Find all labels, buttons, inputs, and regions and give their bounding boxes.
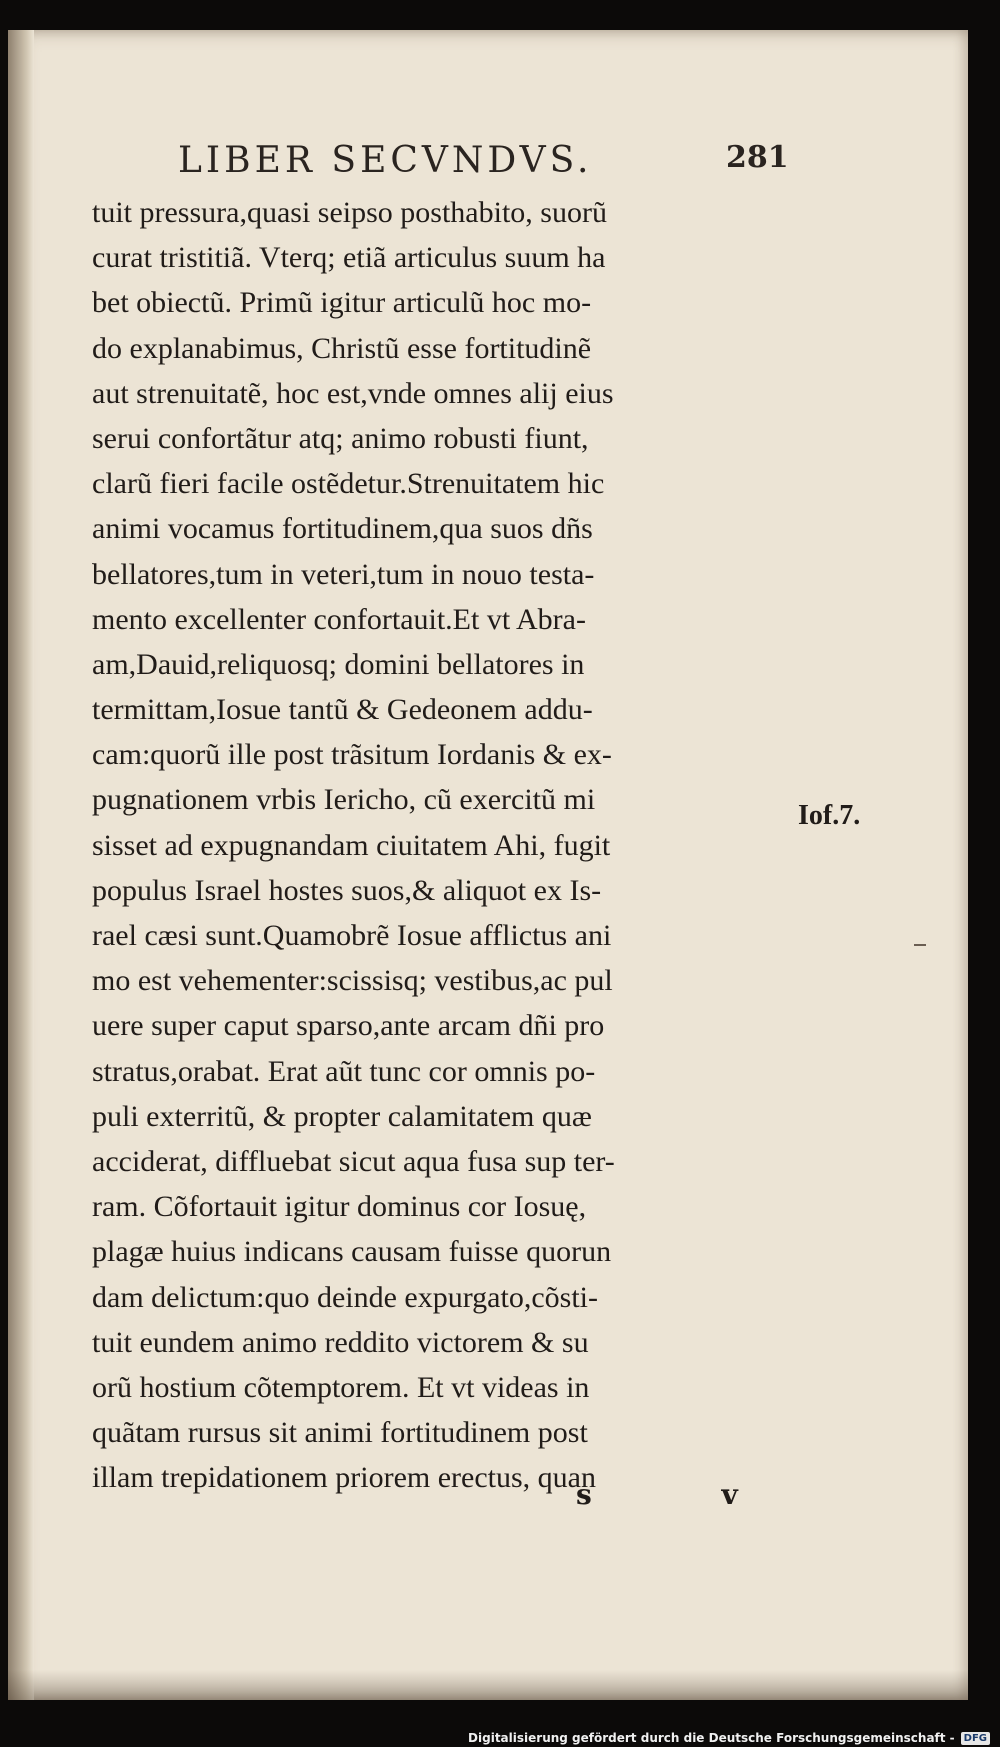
text-line: cam:quorũ ille post trãsitum Iordanis & ex- — [92, 738, 612, 772]
text-line: tuit pressura,quasi seipso posthabito, suorũ — [92, 196, 607, 229]
text-line: acciderat, diffluebat sicut aqua fusa sup ter- — [92, 1144, 615, 1178]
text-line: uere super caput sparso,ante arcam dñi pro — [92, 1009, 605, 1043]
text-line: tuit eundem animo reddito victorem & su — [92, 1325, 589, 1359]
marginal-note: Iof.7. — [798, 800, 861, 831]
text-line: illam trepidationem priorem erectus, quan — [92, 1461, 596, 1495]
dfg-logo-icon: DFG — [961, 1732, 990, 1745]
margin-mark — [914, 944, 926, 946]
text-line: sisset ad expugnandam ciuitatem Ahi, fugit — [92, 828, 611, 862]
text-line: am,Dauid,reliquosq; domini bellatores in — [92, 647, 585, 681]
digitization-footer — [468, 1731, 990, 1745]
text-line: curat tristitiã. Vterq; etiã articulus suum ha — [92, 241, 606, 275]
text-line: animi vocamus fortitudinem,qua suos dñs — [92, 512, 593, 546]
footer-credit: Digitalisierung gefördert durch die Deutsche Forschungsgemeinschaft - — [468, 1731, 955, 1745]
text-line: clarũ fieri facile ostẽdetur.Strenuitatem hic — [92, 467, 605, 501]
text-line: pugnationem vrbis Iericho, cũ exercitũ mi — [92, 783, 596, 817]
text-line: ram. Cõfortauit igitur dominus cor Iosuę, — [92, 1190, 587, 1224]
text-line: mento excellenter confortauit.Et vt Abra- — [92, 602, 586, 636]
text-line: plagæ huius indicans causam fuisse quorun — [92, 1235, 612, 1269]
page-bottom-shadow — [8, 1670, 968, 1700]
text-line: bet obiectũ. Primũ igitur articulũ hoc mo- — [92, 286, 592, 320]
book-page — [8, 30, 968, 1700]
text-line: mo est vehementer:scissisq; vestibus,ac pul — [92, 964, 613, 998]
text-line: do explanabimus, Christũ esse fortitudinẽ — [92, 331, 592, 365]
signature-mark: s v — [576, 1478, 798, 1511]
text-line: orũ hostium cõtemptorem. Et vt videas in — [92, 1370, 590, 1404]
text-line: stratus,orabat. Erat aũt tunc cor omnis po- — [92, 1054, 596, 1088]
folio-number: 281 — [726, 140, 789, 175]
running-head: LIBER SECVNDVS. — [178, 140, 593, 181]
text-line: rael cæsi sunt.Quamobrẽ Iosue afflictus ani — [92, 919, 612, 952]
text-line: termittam,Iosue tantũ & Gedeonem addu- — [92, 693, 593, 727]
text-line: bellatores,tum in veteri,tum in nouo testa- — [92, 557, 595, 591]
page-gutter-shadow — [8, 30, 34, 1700]
body-text — [92, 190, 782, 1500]
text-line: populus Israel hostes suos,& aliquot ex Is- — [92, 873, 602, 907]
text-line: serui confortãtur atq; animo robusti fiunt, — [92, 421, 589, 455]
text-line: dam delictum:quo deinde expurgato,cõsti- — [92, 1280, 598, 1314]
text-line: puli exterritũ, & propter calamitatem quæ — [92, 1099, 592, 1133]
text-line: aut strenuitatẽ, hoc est,vnde omnes alij eius — [92, 376, 614, 410]
text-line: quãtam rursus sit animi fortitudinem post — [92, 1416, 588, 1450]
